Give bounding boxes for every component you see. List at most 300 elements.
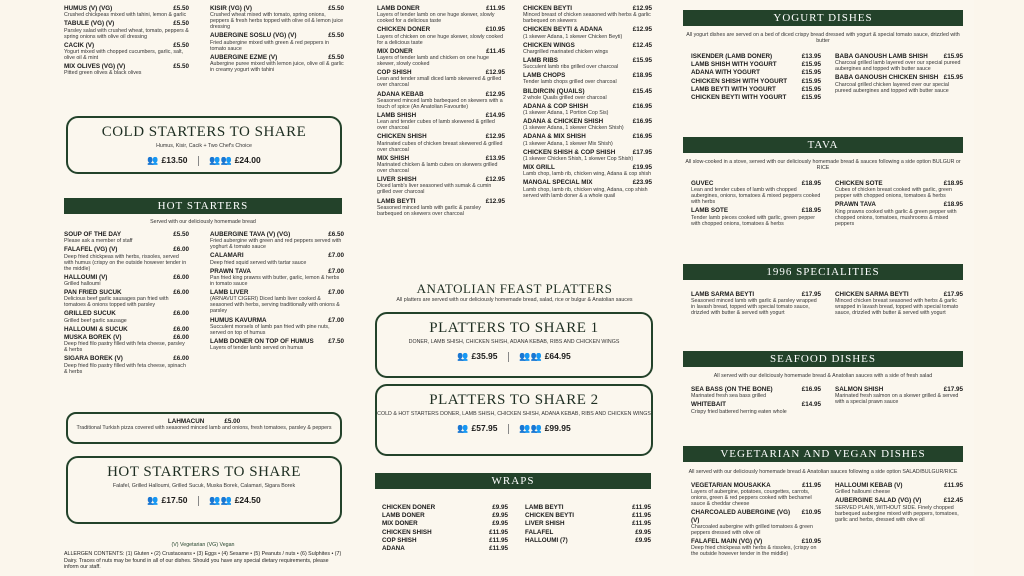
menu-item-description: Aubergine puree mixed with lemon juice, olive oil & garlic in creamy yogurt with tahini <box>210 61 344 74</box>
menu-item-price: £19.95 <box>632 164 652 172</box>
menu-item-description: Cubes of chicken breast cooked with garlic, green pepper with chopped onions, tomatoes & herbs <box>835 187 952 200</box>
menu-item <box>64 355 189 374</box>
menu-item <box>377 112 505 131</box>
menu-item-price: £6.00 <box>173 310 189 318</box>
allergen-info: ALLERGEN CONTENTS: (1) Gluten • (2) Crustaceans • (3) Eggs • (4) Sesame • (5) Peanuts / nuts • (6) Sulphites • (7) Dairy. Traces of nuts may be found in all of our dishes. Should you have any special dietary requirements, please inform our staff. <box>64 551 342 570</box>
menu-item-price: £6.00 <box>173 325 189 333</box>
menu-item-price: £11.95 <box>802 482 821 489</box>
two-people-icon: 👥 <box>457 423 469 433</box>
menu-item-name: CHICKEN BEYTI WITH YOGURT <box>691 94 787 102</box>
menu-item-description: Crushed wheat mixed with tomato, spring onions, peppers & fresh herbs topped with olive oil & lemon juice dressing <box>210 12 344 31</box>
menu-item-name: LIVER SHISH <box>525 520 565 528</box>
hot-starters-left <box>64 231 189 377</box>
menu-item-name: MIX DONER <box>382 520 418 528</box>
menu-item-price: £15.95 <box>801 85 821 93</box>
menu-item-price: £11.95 <box>486 5 505 12</box>
specialities-left <box>691 291 821 318</box>
hot-starters-note: Served with our deliciously homemade bread <box>150 219 256 225</box>
menu-item <box>382 545 508 552</box>
menu-item-price: £12.45 <box>632 41 652 49</box>
menu-item <box>835 386 963 405</box>
yogurt-band: YOGURT DISHES <box>683 10 963 26</box>
menu-item-name: LAMB LIVER <box>210 289 249 297</box>
menu-item-name: SALMON SHISH <box>835 386 884 393</box>
menu-item-name: MANGAL SPECIAL MIX <box>523 179 593 187</box>
menu-item-price: £5.50 <box>328 5 344 12</box>
menu-item-name: LAMB SARMA BEYTI <box>691 291 755 298</box>
menu-item <box>835 497 963 522</box>
menu-item <box>64 289 189 308</box>
menu-item-price: £17.95 <box>943 386 963 393</box>
seafood-note: All served with our deliciously homemade bread & Anatolian sauces with a side of fresh salad <box>713 373 933 379</box>
menu-item-name: CHICKEN SARMA BEYTI <box>835 291 909 298</box>
menu-item <box>691 61 821 68</box>
menu-item-name: WHITEBAIT <box>691 401 726 409</box>
menu-item-price: £5.50 <box>173 5 189 12</box>
menu-item-name: LAMB BEYTI <box>377 197 416 205</box>
menu-item-name: LIVER SHISH <box>377 176 417 184</box>
menu-item-name: HUMUS (V) (VG) <box>64 5 113 12</box>
menu-item-name: LAMB CHOPS <box>523 72 566 80</box>
two-people-icon: 👥 <box>147 155 159 165</box>
menu-item-price: £18.95 <box>943 201 963 209</box>
menu-item-description: Lamb chop, lamb rib, chicken wing, Adana, cop shish served with lamb doner & a whole quail <box>523 186 648 199</box>
menu-item-description: Yogurt mixed with chopped cucumbers, garlic, salt, olive oil & mint <box>64 48 184 61</box>
four-people-icon: 👥👥 <box>209 155 232 165</box>
platter2-price-4: £99.95 <box>544 423 571 433</box>
menu-item-name: CHICKEN DONER <box>377 26 431 34</box>
wraps-left <box>382 504 508 553</box>
menu-item-name: CHARCOALED AUBERGINE (VG) (V) <box>691 509 791 524</box>
menu-item-description: Parsley salad with crushed wheat, tomato, peppers & spring onions with olive oil dressing <box>64 27 189 40</box>
menu-item <box>64 274 189 287</box>
menu-item <box>382 512 508 519</box>
menu-item-price: £15.45 <box>632 87 652 95</box>
menu-item-description: Grilled beef garlic sausage <box>64 317 127 324</box>
menu-item-price: £15.95 <box>801 69 821 77</box>
menu-item-price: £15.95 <box>801 61 821 69</box>
menu-item-price: £7.50 <box>328 337 344 345</box>
menu-item <box>64 63 189 76</box>
menu-item-price: £5.50 <box>328 53 344 61</box>
menu-item-name: LAMB SHISH <box>377 111 417 119</box>
menu-item-price: £12.95 <box>632 26 652 34</box>
menu-item-description: Marinated cubes of chicken breast skewered & grilled over charcoal <box>377 140 503 153</box>
menu-item-description: Deep fried filo pastry filled with feta cheese, spinach & herbs <box>64 362 186 375</box>
hot-share-prices <box>68 495 340 506</box>
menu-item <box>377 155 505 174</box>
hot-share-title: HOT STARTERS TO SHARE <box>107 464 301 480</box>
menu-item-price: £14.95 <box>801 401 821 409</box>
menu-item-price: £16.95 <box>801 386 821 393</box>
menu-item-price: £9.95 <box>492 520 508 528</box>
grills-left <box>377 5 505 219</box>
menu-item-price: £7.00 <box>328 267 344 275</box>
menu-item-price: £14.95 <box>485 111 505 119</box>
cold-share-title: COLD STARTERS TO SHARE <box>101 124 307 140</box>
menu-item-price: £5.50 <box>173 41 189 49</box>
menu-item-name: PRAWN TAVA <box>210 267 251 275</box>
menu-item-price: £12.45 <box>943 497 963 505</box>
menu-item-price: £11.95 <box>489 536 508 544</box>
menu-item <box>523 149 652 162</box>
menu-item <box>377 133 505 152</box>
menu-item <box>691 53 821 60</box>
menu-item <box>835 291 963 316</box>
lahmacun-name: LAHMACUN <box>167 418 205 425</box>
menu-item <box>691 509 821 536</box>
menu-item-name: COP SHISH <box>382 536 417 544</box>
menu-item-name: FALAFEL MAIN (VG) (V) <box>691 538 763 546</box>
menu-item <box>835 74 963 93</box>
menu-item-description: Charcoal grilled lamb layered over our special pureed aubergines and topped with butter sauce <box>835 60 961 73</box>
menu-item <box>377 26 505 45</box>
menu-item <box>835 53 963 72</box>
hot-starters-to-share-box <box>66 456 342 524</box>
menu-item-price: £6.00 <box>173 355 189 363</box>
menu-item-price: £16.95 <box>632 118 652 126</box>
cold-share-price-4: £24.00 <box>234 155 261 165</box>
menu-item-description: Layers of aubergine, potatoes, courgettes, carrots, onions, green & red peppers cooked with bechamel sauce & cheddar cheese <box>691 489 812 508</box>
menu-item-description: Seasoned minced lamb with garlic & parsley barbequed on skewers over charcoal <box>377 204 481 217</box>
vegetarian-band: VEGETARIAN AND VEGAN DISHES <box>683 446 963 462</box>
menu-item-name: VEGETARIAN MOUSAKKA <box>691 482 771 489</box>
menu-item <box>64 334 189 353</box>
menu-item <box>525 529 651 536</box>
menu-item-price: £15.95 <box>943 74 963 82</box>
four-people-icon: 👥👥 <box>519 423 542 433</box>
menu-item-price: £10.95 <box>801 538 821 546</box>
hot-starters-right <box>210 231 344 353</box>
menu-item-price: £9.95 <box>492 512 508 520</box>
menu-item <box>382 520 508 527</box>
specialities-right <box>835 291 963 318</box>
menu-item <box>835 482 963 495</box>
menu-item <box>64 310 189 323</box>
menu-item-name: ADANA WITH YOGURT <box>691 69 760 77</box>
cold-share-price-2: £13.50 <box>161 155 188 165</box>
hot-starters-band: HOT STARTERS <box>64 198 342 214</box>
menu-item <box>523 133 652 146</box>
menu-item <box>64 246 189 271</box>
menu-item-price: £17.95 <box>943 291 963 298</box>
menu-item <box>382 529 508 536</box>
menu-item-description: Layers of tender lamb served on humus <box>210 345 304 352</box>
menu-item-price: £5.50 <box>173 20 189 28</box>
menu-item-price: £7.00 <box>328 252 344 260</box>
menu-item-description: Please ask a member of staff <box>64 238 133 245</box>
vegetarian-right <box>835 482 963 525</box>
menu-item-price: £18.95 <box>801 180 821 187</box>
menu-item-description: Seasoned minced lamb barbequed on skewers with a touch of spice (An Anatolian Favourite) <box>377 97 503 110</box>
menu-item-price: £11.95 <box>632 520 651 528</box>
menu-item-description: Deep fried chickpeas with herbs, rissoles, served with humus (crispy on the outside however tender in the middle) <box>64 253 187 272</box>
menu-item-name: GRILLED SUCUK <box>64 310 116 318</box>
menu-item-name: CHICKEN SHISH & COP SHISH <box>523 148 616 156</box>
menu-item-description: Crushed chickpeas mixed with tahini, lemon & garlic <box>64 12 187 19</box>
menu-item-name: SOUP OF THE DAY <box>64 231 122 238</box>
menu-item-description: Tender lamb chops grilled over charcoal <box>523 79 617 86</box>
menu-item-name: AUBERGINE EZME (V) <box>210 53 278 61</box>
menu-item <box>523 118 652 131</box>
seafood-right <box>835 386 963 407</box>
menu-item-price: £11.95 <box>632 504 651 511</box>
menu-item-description: Grilled halloumi <box>64 280 101 287</box>
menu-item-price: £6.00 <box>173 333 189 341</box>
cold-share-subtitle: Humus, Kisir, Cacik + Two Chef's Choice <box>156 143 252 149</box>
seafood-left <box>691 386 821 417</box>
menu-item <box>691 401 821 414</box>
menu-item-name: MIX GRILL <box>523 164 555 172</box>
menu-item-price: £12.95 <box>485 176 505 184</box>
yogurt-note: All yogurt dishes are served on a bed of diced crispy bread dressed with yogurt & special tomato sauce, drizzled with butter <box>686 32 960 44</box>
menu-item <box>210 289 344 314</box>
menu-item-price: £17.95 <box>632 148 652 156</box>
menu-item-name: CHICKEN WINGS <box>523 41 575 49</box>
menu-item-name: HALLOUMI KEBAB (V) <box>835 482 903 489</box>
menu-item-name: FALAFEL (VG) (V) <box>64 246 118 254</box>
feast-note: All platters are served with our deliciously homemade bread, salad, rice or bulgur & Anatolian sauces <box>396 297 633 303</box>
menu-item <box>377 5 505 24</box>
menu-item-description: Pitted green olives & black olives <box>64 70 142 77</box>
menu-item-name: TABULE (VG) (V) <box>64 20 115 28</box>
platter1-price-4: £64.95 <box>544 351 571 361</box>
menu-item <box>691 207 821 226</box>
menu-item-name: HUMUS KAVURMA <box>210 316 267 324</box>
cold-starters-left <box>64 5 189 78</box>
menu-item-description: Lamb chop, lamb rib, chicken wing, Adana & cop shish <box>523 171 652 178</box>
menu-item-description: Marinated fresh salmon on a skewer grilled & served with a special prawn sauce <box>835 393 959 406</box>
menu-item-name: LAMB BEYTI WITH YOGURT <box>691 85 776 93</box>
menu-item <box>210 317 344 336</box>
menu-item-name: GUVEC <box>691 180 714 187</box>
specialities-band: 1996 SPECIALITIES <box>683 264 963 280</box>
menu-item <box>691 482 821 507</box>
menu-item-name: ISKENDER (LAMB DONER) <box>691 53 773 60</box>
menu-item-name: AUBERGINE SALAD (VG) (V) <box>835 497 922 505</box>
menu-item <box>835 201 963 226</box>
menu-item-name: CHICKEN SHISH WITH YOGURT <box>691 77 788 85</box>
lahmacun-price: £5.00 <box>224 418 241 425</box>
menu-item-description: Charcoal grilled chicken layered over our special pureed aubergines and topped with butter sauce <box>835 81 949 94</box>
menu-item-name: BABA GANOUSH LAMB SHISH <box>835 53 928 60</box>
four-people-icon: 👥👥 <box>209 495 232 505</box>
hot-share-price-4: £24.50 <box>234 495 261 505</box>
menu-item-description: (1 skewer Adana, 1 skewer Chicken Shish) <box>523 125 624 132</box>
menu-item-name: ADANA <box>382 545 405 553</box>
menu-item <box>210 54 344 73</box>
menu-item <box>64 231 189 244</box>
menu-item-price: £11.95 <box>489 545 508 553</box>
menu-item-name: MUSKA BOREK (V) <box>64 333 122 341</box>
menu-item-description: (1 skewer Chicken Shish, 1 skewer Cop Shish) <box>523 155 634 162</box>
menu-item-name: MIX SHISH <box>377 154 410 162</box>
menu-item-description: Seasoned minced lamb with garlic & parsley wrapped in lavash bread, topped with special tomato sauce, drizzled with butter & served with yogurt <box>691 298 817 317</box>
menu-item <box>210 231 344 250</box>
four-people-icon: 👥👥 <box>519 351 542 361</box>
menu-item <box>64 20 189 39</box>
vegetarian-left <box>691 482 821 559</box>
platters-share-2-box <box>375 384 653 456</box>
menu-item-name: PAN FRIED SUCUK <box>64 289 122 297</box>
menu-item-price: £18.95 <box>632 72 652 80</box>
menu-item-name: KISIR (VG) (V) <box>210 5 252 12</box>
menu-item-price: £12.95 <box>485 197 505 205</box>
menu-item-price: £6.00 <box>173 289 189 297</box>
menu-item-name: CHICKEN SHISH <box>382 528 432 536</box>
menu-item <box>525 512 651 519</box>
menu-item <box>523 164 652 177</box>
menu-item <box>382 537 508 544</box>
menu-item-description: Lean and tender cubes of lamb with chopped aubergines, onions, tomatoes & mixed peppers cooked with herbs <box>691 187 821 206</box>
tava-note: All slow-cooked in a stove, served with our deliciously homemade bread & sauces following a side option BULGUR or RICE <box>685 159 961 171</box>
menu-item-name: AUBERGINE SOSLU (VG) (V) <box>210 32 297 40</box>
menu-item-description: Lean and tender small diced lamb skewered & grilled over charcoal <box>377 76 502 89</box>
menu-item <box>523 88 652 101</box>
menu-item-name: CHICKEN SHISH <box>377 133 427 141</box>
menu-item-description: King prawns cooked with garlic & green pepper with chopped onions, tomatoes, mushrooms & mixed peppers <box>835 208 957 227</box>
platter2-subtitle: COLD & HOT STARTERS DONER, LAMB SHISH, CHICKEN SHISH, ADANA KEBAB, RIBS AND CHICKEN WINGS <box>377 411 651 417</box>
platters-share-1-box <box>375 312 653 378</box>
menu-item-description: Succulent morsels of lamb pan fried with pine nuts, served on top of humus <box>210 323 330 336</box>
menu-item <box>377 91 505 110</box>
menu-item <box>64 5 189 18</box>
menu-item-price: £13.95 <box>485 154 505 162</box>
menu-item-price: £10.95 <box>801 509 821 517</box>
menu-item-name: CHICKEN DONER <box>382 504 436 511</box>
menu-item <box>377 48 505 67</box>
menu-item <box>210 338 344 351</box>
menu-item-name: HALLOUMI (7) <box>525 536 568 544</box>
menu-item-price: £10.95 <box>485 26 505 34</box>
menu-item <box>377 198 505 217</box>
menu-item <box>523 26 652 39</box>
menu-item-description: Marinated fresh sea bass grilled <box>691 393 767 400</box>
menu-item-name: ADANA & MIX SHISH <box>523 133 586 141</box>
platter1-title: PLATTERS TO SHARE 1 <box>429 320 599 336</box>
menu-item-description: Fried aubergine with green and red peppers served with yoghurt & tomato sauce <box>210 238 342 251</box>
menu-item-description: Layers of chicken on one huge skewer, slowly cooked for a delicious taste <box>377 33 504 46</box>
menu-item-price: £11.95 <box>632 512 651 520</box>
menu-item-name: SIGARA BOREK (V) <box>64 355 123 363</box>
menu-item-price: £12.95 <box>485 69 505 77</box>
tava-right <box>835 180 963 229</box>
menu-item-price: £9.95 <box>635 528 651 536</box>
menu-item-name: CACIK (V) <box>64 41 95 49</box>
menu-item-description: Lean and tender cubes of lamb skewered & grilled over charcoal <box>377 119 495 132</box>
menu-item-description: Delicious beef garlic sausages pan fried with tomatoes & onions topped with parsley <box>64 296 169 309</box>
menu-item-name: BILDIRCIN (QUAILS) <box>523 87 585 95</box>
menu-item-name: LAMB BEYTI <box>525 504 564 511</box>
menu-item-description: Deep fried chickpeas with herbs & rissoles, (crispy on the outside however tender in the middle) <box>691 545 817 558</box>
menu-item <box>691 291 821 316</box>
menu-item-name: LAMB SHISH WITH YOGURT <box>691 61 777 69</box>
menu-item <box>691 180 821 205</box>
menu-item <box>691 386 821 399</box>
menu-item-description: Grilled halloumi cheese <box>835 489 891 496</box>
menu-item-price: £5.50 <box>328 32 344 40</box>
menu-item <box>691 69 821 76</box>
menu-item-price: £7.00 <box>328 289 344 297</box>
menu-item-name: FALAFEL <box>525 528 554 536</box>
platter1-prices <box>377 351 651 362</box>
menu-item-name: LAMB RIBS <box>523 56 558 64</box>
yogurt-right <box>835 53 963 96</box>
menu-item <box>523 72 652 85</box>
cold-starters-right <box>210 5 344 75</box>
menu-item <box>525 537 651 544</box>
menu-item-price: £6.50 <box>328 231 344 238</box>
menu-item-name: ADANA KEBAB <box>377 90 424 98</box>
menu-item-price: £11.95 <box>944 482 963 489</box>
menu-sheet <box>50 0 974 576</box>
menu-item-price: £15.95 <box>943 53 963 60</box>
feast-title: ANATOLIAN FEAST PLATTERS <box>416 281 613 296</box>
menu-item-price: £6.00 <box>173 273 189 281</box>
menu-item <box>523 5 652 24</box>
menu-item <box>691 78 821 85</box>
menu-item-name: SEA BASS (ON THE BONE) <box>691 386 773 393</box>
menu-item-description: Minced breast of chicken seasoned with herbs & garlic barbequed on skewers <box>523 12 651 25</box>
platter1-price-2: £35.95 <box>471 351 498 361</box>
menu-item <box>377 176 505 195</box>
menu-item-name: MIX DONER <box>377 47 413 55</box>
menu-item <box>64 326 189 333</box>
lahmacun-desc: Traditional Turkish pizza covered with seasoned minced lamb and onions, fresh tomatoes, parsley & peppers <box>76 425 332 432</box>
menu-item-price: £12.95 <box>485 90 505 98</box>
menu-item <box>64 42 189 61</box>
menu-item-name: BABA GANOUSH CHICKEN SHISH <box>835 74 939 82</box>
menu-item-name: CHICKEN BEYTI <box>523 5 572 12</box>
menu-item <box>210 32 344 51</box>
tava-left <box>691 180 821 229</box>
menu-item-description: (1 skewer Adana, 1 Portion Cop Sis) <box>523 110 609 117</box>
menu-item-price: £18.95 <box>801 207 821 215</box>
menu-item <box>210 268 344 287</box>
wraps-right <box>525 504 651 545</box>
menu-item-price: £5.50 <box>173 231 189 238</box>
menu-item-name: LAMB DONER <box>382 512 425 520</box>
yogurt-left <box>691 53 821 102</box>
diet-legend: (V) Vegetarian (VG) Vegan <box>171 542 235 548</box>
menu-item-price: £12.95 <box>632 5 652 12</box>
wraps-band: WRAPS <box>375 473 651 489</box>
two-people-icon: 👥 <box>457 351 469 361</box>
vegetarian-note: All served with our deliciously homemade bread & Anatolian sauces following a side option SALAD/BULGUR/RICE <box>688 469 958 475</box>
menu-item <box>691 94 821 101</box>
menu-item-name: ADANA & CHICKEN SHISH <box>523 118 604 126</box>
menu-item-price: £7.00 <box>328 316 344 324</box>
menu-item-description: Chargrilled marinated chicken wings <box>523 48 609 55</box>
menu-item-description: Layers of tender lamb on one huge skewer, slowly cooked for a delicious taste <box>377 12 495 25</box>
platter1-subtitle: DONER, LAMB SHISH, CHICKEN SHISH, ADANA KEBAB, RIBS AND CHICKEN WINGS <box>408 339 620 345</box>
seafood-band: SEAFOOD DISHES <box>683 351 963 367</box>
menu-item <box>210 5 344 30</box>
menu-item-name: LAMB DONER <box>377 5 420 12</box>
menu-item <box>525 504 651 511</box>
platter2-title: PLATTERS TO SHARE 2 <box>429 392 599 408</box>
menu-item <box>523 103 652 116</box>
cold-share-prices <box>68 155 340 166</box>
menu-item-description: Crispy fried battered herring eaten whole <box>691 408 787 415</box>
menu-item-price: £13.95 <box>801 53 821 60</box>
menu-item <box>377 69 505 88</box>
menu-item-name: COP SHISH <box>377 69 412 77</box>
menu-item-price: £16.95 <box>632 133 652 141</box>
menu-item-price: £16.95 <box>632 102 652 110</box>
menu-item-price: £9.95 <box>492 504 508 511</box>
menu-item-name: CHICKEN BEYTI <box>525 512 574 520</box>
